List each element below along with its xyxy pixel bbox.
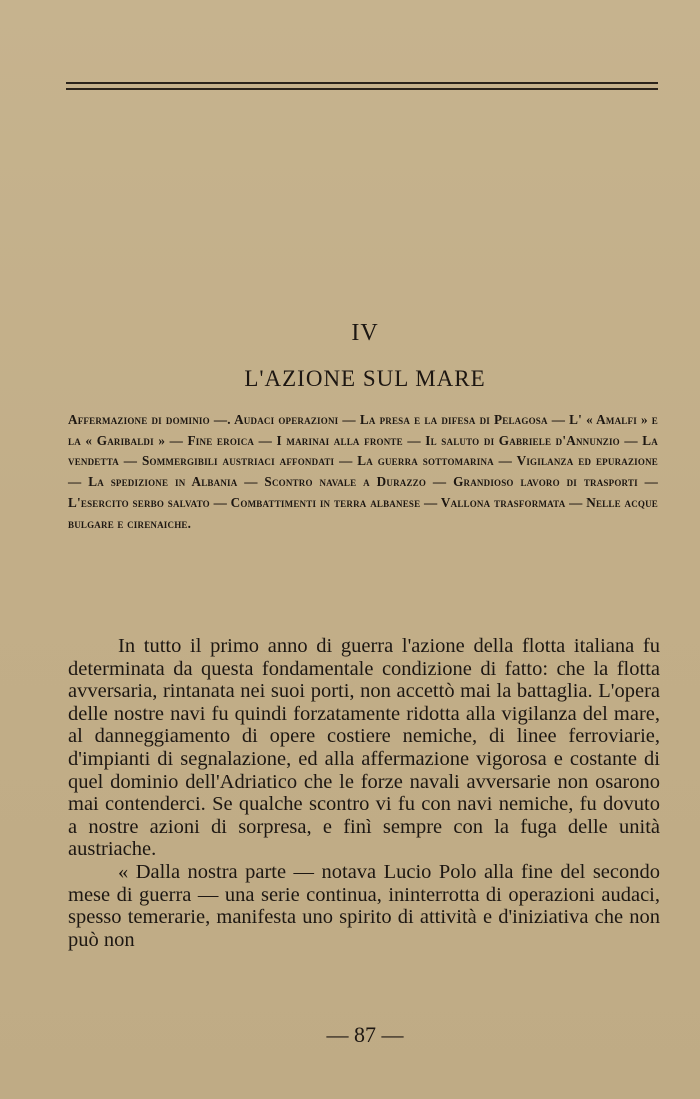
chapter-title: L'AZIONE SUL MARE (244, 366, 486, 391)
header-rule-top (66, 82, 658, 84)
page-number: — 87 — (326, 1022, 404, 1047)
chapter-number: IV (351, 320, 379, 346)
paragraph-2: « Dalla nostra parte — notava Lucio Polo alla fine del secondo mese di guerra — una serie continua, ininterrotta di operazioni audaci, spesso temerarie, manifesta uno spirito di attività e d'iniziativa che non può non (68, 860, 660, 951)
header-rule-bottom (66, 88, 658, 90)
chapter-summary: Affermazione di dominio —. Audaci operazioni — La presa e la difesa di Pelagosa — L' « Amalfi » e la « Garibaldi » — Fine eroica — I marinai alla fronte — Il saluto di Gabriele d'Annunzio — La vendetta — Sommergibili austriaci affondati — La guerra sottomarina — Vigilanza ed epurazione — La spedizione in Albania — Scontro navale a Durazzo — Grandioso lavoro di trasporti — L'esercito serbo salvato — Combattimenti in terra albanese — Vallona trasformata — Nelle acque bulgare e cirenaiche. (68, 412, 658, 531)
paragraph-1: In tutto il primo anno di guerra l'azione della flotta italiana fu determinata da questa fondamentale condizione di fatto: che la flotta avversaria, rintanata nei suoi porti, non accettò mai la battaglia. L'opera delle nostre navi fu quindi forzatamente ridotta alla vigilanza del mare, al danneggiamento di opere costiere nemiche, di linee ferroviarie, d'impianti di segnalazione, ed alla affermazione vigorosa e costante di quel dominio dell'Adriatico che le forze navali avversarie non osarono mai contenderci. Se qualche scontro vi fu con navi nemiche, fu dovuto a nostre azioni di sorpresa, e finì sempre con la fuga delle unità austriache. (68, 635, 660, 861)
body-text (68, 635, 660, 951)
